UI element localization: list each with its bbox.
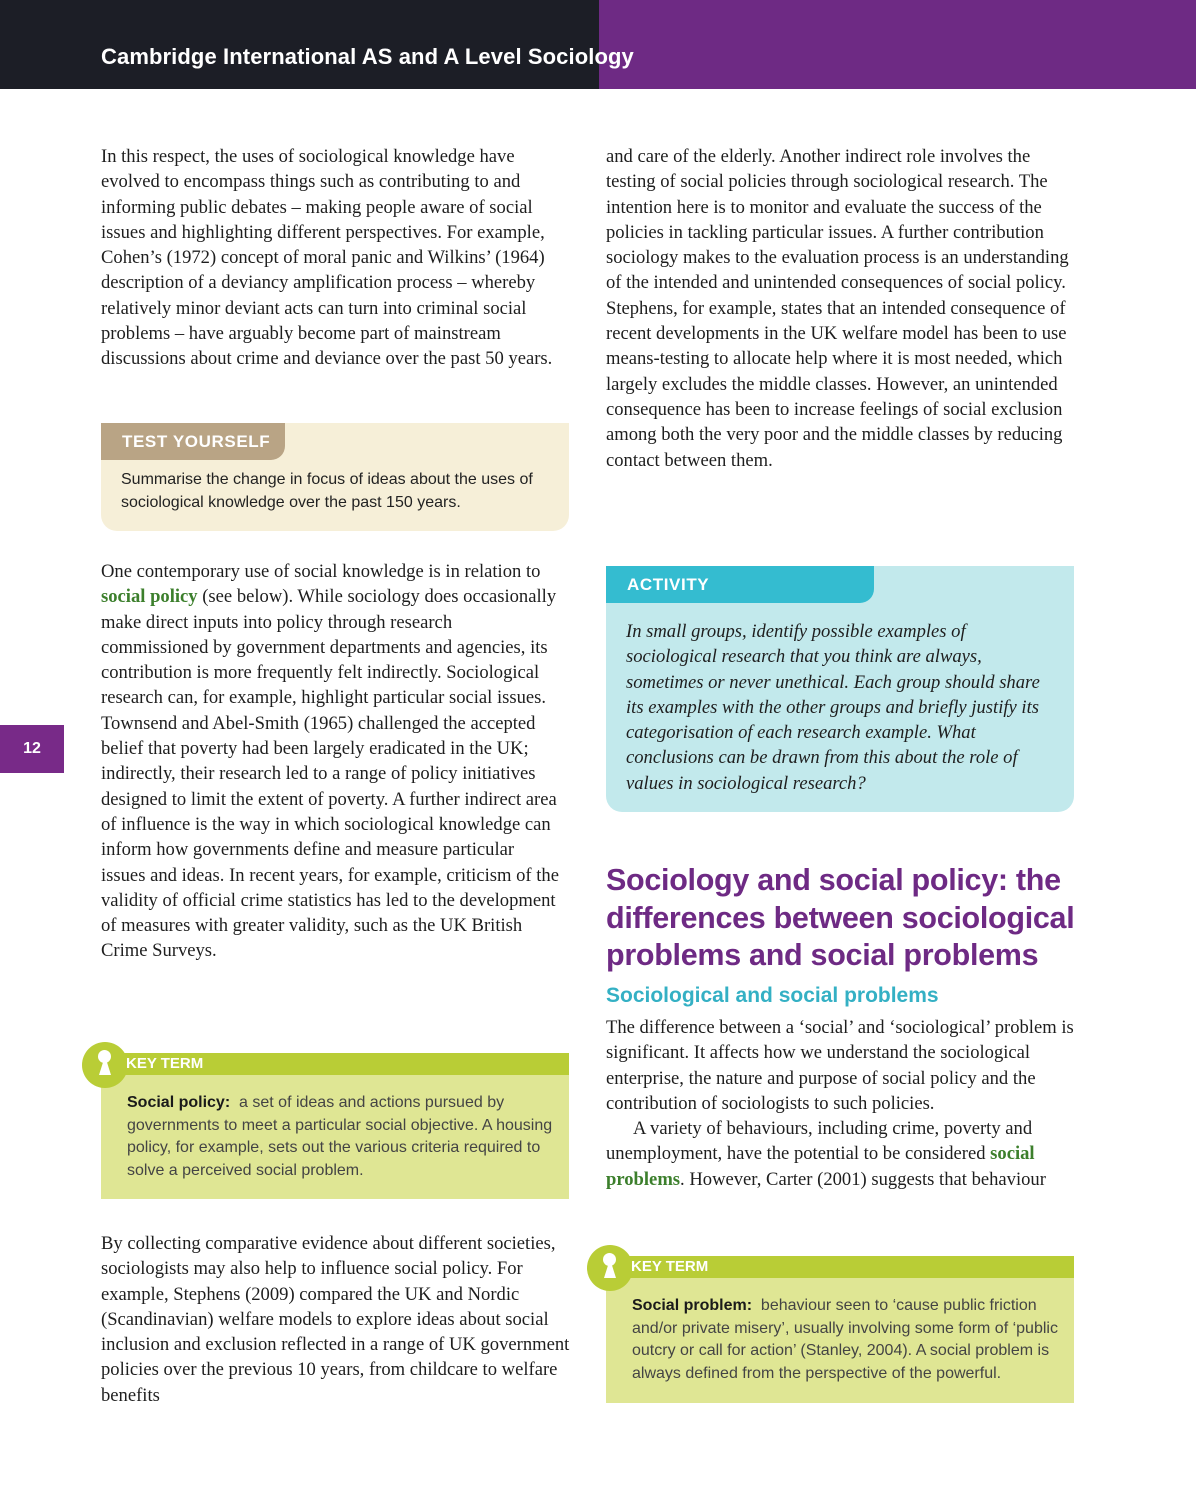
test-yourself-label: TEST YOURSELF (101, 423, 285, 460)
key-term-definition-social-problem (632, 1295, 1072, 1385)
key-term-word: Social policy: (127, 1094, 231, 1111)
key-term-link-social-problems: social problems (606, 1143, 1035, 1190)
left-paragraph-1: In this respect, the uses of sociological knowledge have evolved to encompass things such as contributing to and informing public debates – making people aware of social issues and highlighting different perspectives. For example, Cohen’s (1972) concept of moral panic and Wilkins’ (1964) description of a deviancy amplification process – whereby relatively minor deviant acts can turn into criminal social problems – have arguably become part of mainstream discussions about crime and deviance over the past 50 years. (101, 146, 553, 370)
activity-label: ACTIVITY (606, 566, 874, 603)
section-heading: Sociology and social policy: the differences between sociological problems and social problems (606, 863, 1075, 972)
key-term-label: KEY TERM (126, 1055, 204, 1072)
activity-text: In small groups, identify possible examples of sociological research that you think are always, sometimes or never unethical. Each group should share its examples with the other groups and briefly justify its categorisation of each research example. What conclusions can be drawn from this about the role of values in sociological research? (626, 621, 1040, 794)
page-number: 12 (0, 725, 64, 773)
key-term-definition: a set of ideas and actions pursued by governments to meet a particular social objective. A housing policy, for example, sets out the various criteria required to solve a perceived social problem. (127, 1094, 553, 1179)
right-paragraph-3-start: A variety of behaviours, including crime, poverty and unemployment, have the potential to be considered (606, 1118, 1033, 1165)
header-purple-band (599, 0, 1196, 89)
right-paragraph-3 (606, 1116, 1076, 1192)
left-paragraph-2 (101, 559, 561, 964)
left-paragraph-2-rest: (see below). While sociology does occasionally make direct inputs into policy through research commissioned by government departments and agencies, its contribution is more frequently felt indirectly. Sociological research can, for example, highlight particular social issues. Townsend and Abel-Smith (1965) challenged the accepted belief that poverty had been largely eradicated in the UK; indirectly, their research led to a range of policy initiatives designed to limit the extent of poverty. A further indirect area of influence is the way in which sociological knowledge can inform how governments define and measure particular issues and ideas. In recent years, for example, criticism of the validity of official crime statistics has led to the development of measures with greater validity, such as the UK British Crime Surveys. (101, 586, 559, 962)
test-yourself-text: Summarise the change in focus of ideas about the uses of sociological knowledge over the past 150 years. (121, 471, 533, 511)
keyhole-icon (82, 1042, 128, 1088)
book-title: Cambridge International AS and A Level Sociology (101, 44, 634, 69)
right-paragraph-3-rest: . However, Carter (2001) suggests that behaviour (680, 1168, 1046, 1190)
key-term-label: KEY TERM (631, 1258, 709, 1275)
left-paragraph-3: By collecting comparative evidence about different societies, sociologists may also help to influence social policy. For example, Stephens (2009) compared the UK and Nordic (Scandinavian) welfare models to explore ideas about social inclusion and exclusion reflected in a range of UK government policies over the previous 10 years, from childcare to welfare benefits (101, 1233, 570, 1406)
keyhole-icon (587, 1245, 633, 1291)
left-paragraph-2-start: One contemporary use of social knowledge is in relation to (101, 561, 541, 582)
right-paragraph-2-text: The difference between a ‘social’ and ‘sociological’ problem is significant. It affects how we understand the sociological enterprise, the nature and purpose of social policy and the contribution of sociologists to such policies. (606, 1017, 1074, 1114)
right-paragraph-2 (606, 1015, 1076, 1192)
key-term-word: Social problem: (632, 1297, 753, 1314)
section-subheading: Sociological and social problems (606, 984, 939, 1007)
key-term-link-social-policy: social policy (101, 586, 198, 608)
right-paragraph-1: and care of the elderly. Another indirect role involves the testing of social policies through sociological research. The intention here is to monitor and evaluate the success of the policies in tackling particular issues. A further contribution sociology makes to the evaluation process is an understanding of the intended and unintended consequences of social policy. Stephens, for example, states that an intended consequence of recent developments in the UK welfare model has been to use means-testing to allocate help where it is most needed, which largely excludes the middle classes. However, an unintended consequence has been to increase feelings of social exclusion among both the very poor and the middle classes by reducing contact between them. (606, 146, 1069, 471)
key-term-definition-social-policy (127, 1092, 567, 1182)
key-term-definition: behaviour seen to ‘cause public friction and/or private misery’, usually involving some form of ‘public outcry or call for action’ (Stanley, 2004). A social problem is always defined from the perspective of the powerful. (632, 1297, 1058, 1382)
